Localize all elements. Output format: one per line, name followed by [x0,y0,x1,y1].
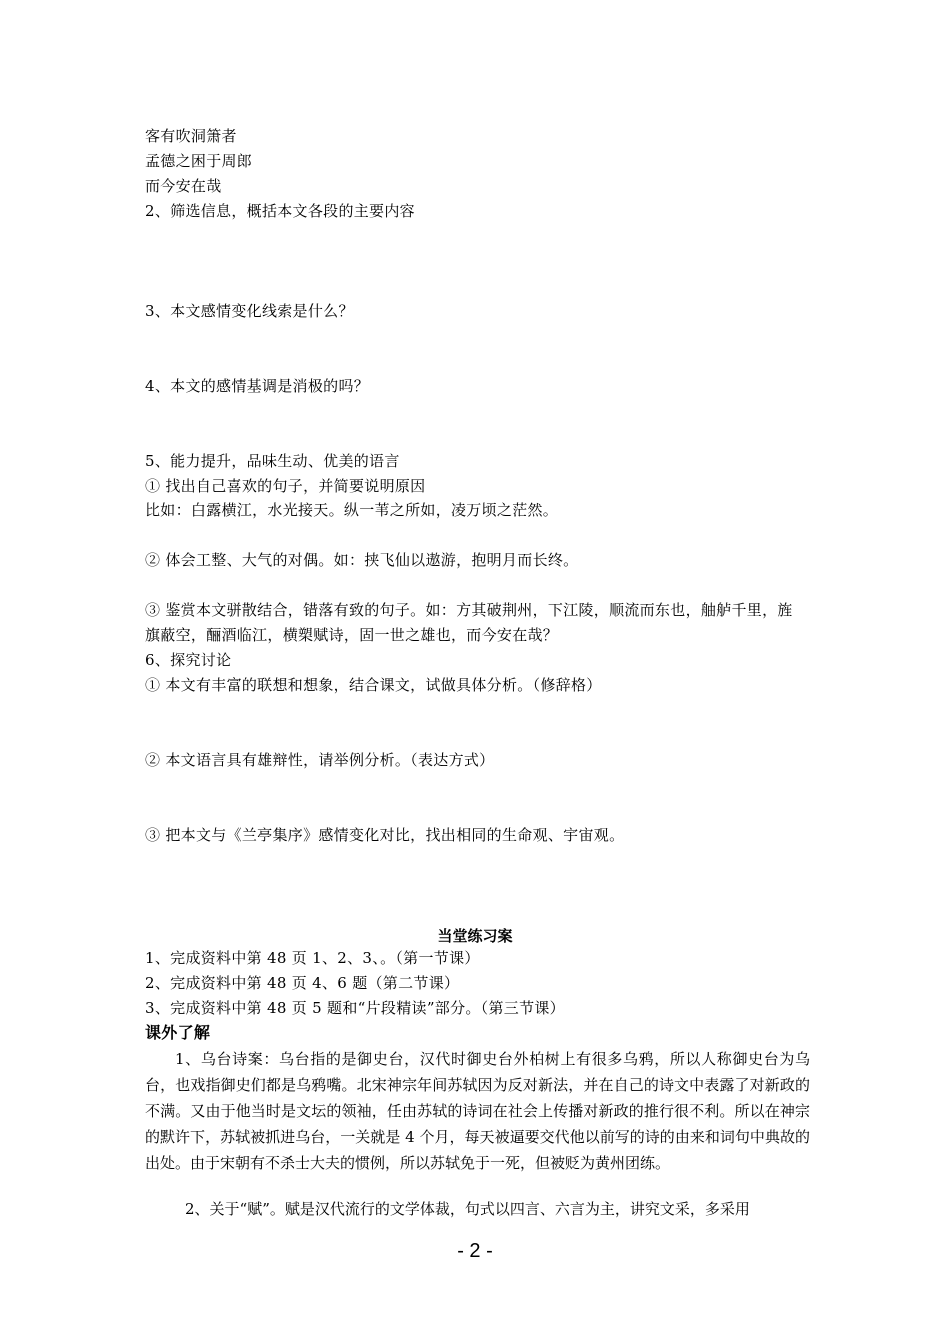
question-3: 3、本文感情变化线索是什么？ [145,302,354,320]
practice-item: 3、完成资料中第 48 页 5 题和“片段精读”部分。（第三节课） [145,999,565,1017]
question-5-item-2: ② 体会工整、大气的对偶。如：挟飞仙以遨游，抱明月而长终。 [145,551,579,569]
question-5-item-3: ③ 鉴赏本文骈散结合，错落有致的句子。如：方其破荆州，下江陵，顺流而东也，舳舻千里，旌 [145,601,793,619]
question-6-item-1: ① 本文有丰富的联想和想象，结合课文，试做具体分析。（修辞格） [145,676,602,694]
question-2: 2、筛选信息，概括本文各段的主要内容 [145,202,415,220]
question-5-item-3-cont: 旗蔽空，酾酒临江，横槊赋诗，固一世之雄也，而今安在哉？ [145,626,559,644]
extra-paragraph-2: 2、关于“赋”。赋是汉代流行的文学体裁，句式以四言、六言为主，讲究文采，多采用 [185,1200,750,1218]
practice-item: 2、完成资料中第 48 页 4、6 题（第二节课） [145,974,460,992]
question-6-item-2: ② 本文语言具有雄辩性，请举例分析。（表达方式） [145,751,495,769]
question-6-item-3: ③ 把本文与《兰亭集序》感情变化对比，找出相同的生命观、宇宙观。 [145,826,625,844]
practice-heading: 当堂练习案 [437,927,513,945]
page-number: - 2 - [457,1240,493,1262]
question-4: 4、本文的感情基调是消极的吗？ [145,377,370,395]
extra-paragraph-1: 1、乌台诗案：乌台指的是御史台，汉代时御史台外柏树上有很多乌鸦，所以人称御史台为乌台，也戏指御史们都是乌鸦嘴。北宋神宗年间苏轼因为反对新法，并在自己的诗文中表露了对新政的不满。又由于他当时是文坛的领袖，任由苏轼的诗词在社会上传播对新政的推行很不利。所以在神宗的默许下，苏轼被抓进乌台，一关就是 4 个月，每天被逼要交代他以前写的诗的由来和词句中典故的出处。由于宋朝有不杀士大夫的惯例，所以苏轼免于一死，但被贬为黄州团练。 [145,1050,810,1172]
text-line: 客有吹洞箫者 [145,127,237,145]
text-line: 而今安在哉 [145,177,222,195]
practice-item: 1、完成资料中第 48 页 1、2、3、。（第一节课） [145,949,480,967]
text-line: 孟德之困于周郎 [145,152,253,170]
extra-heading: 课外了解 [145,1023,211,1042]
question-5-title: 5、能力提升，品味生动、优美的语言 [145,452,400,470]
question-5-example: 比如：白露横江，水光接天。纵一苇之所如，凌万顷之茫然。 [145,501,559,519]
question-6-title: 6、探究讨论 [145,651,232,669]
question-5-item-1: ① 找出自己喜欢的句子，并简要说明原因 [145,477,426,495]
